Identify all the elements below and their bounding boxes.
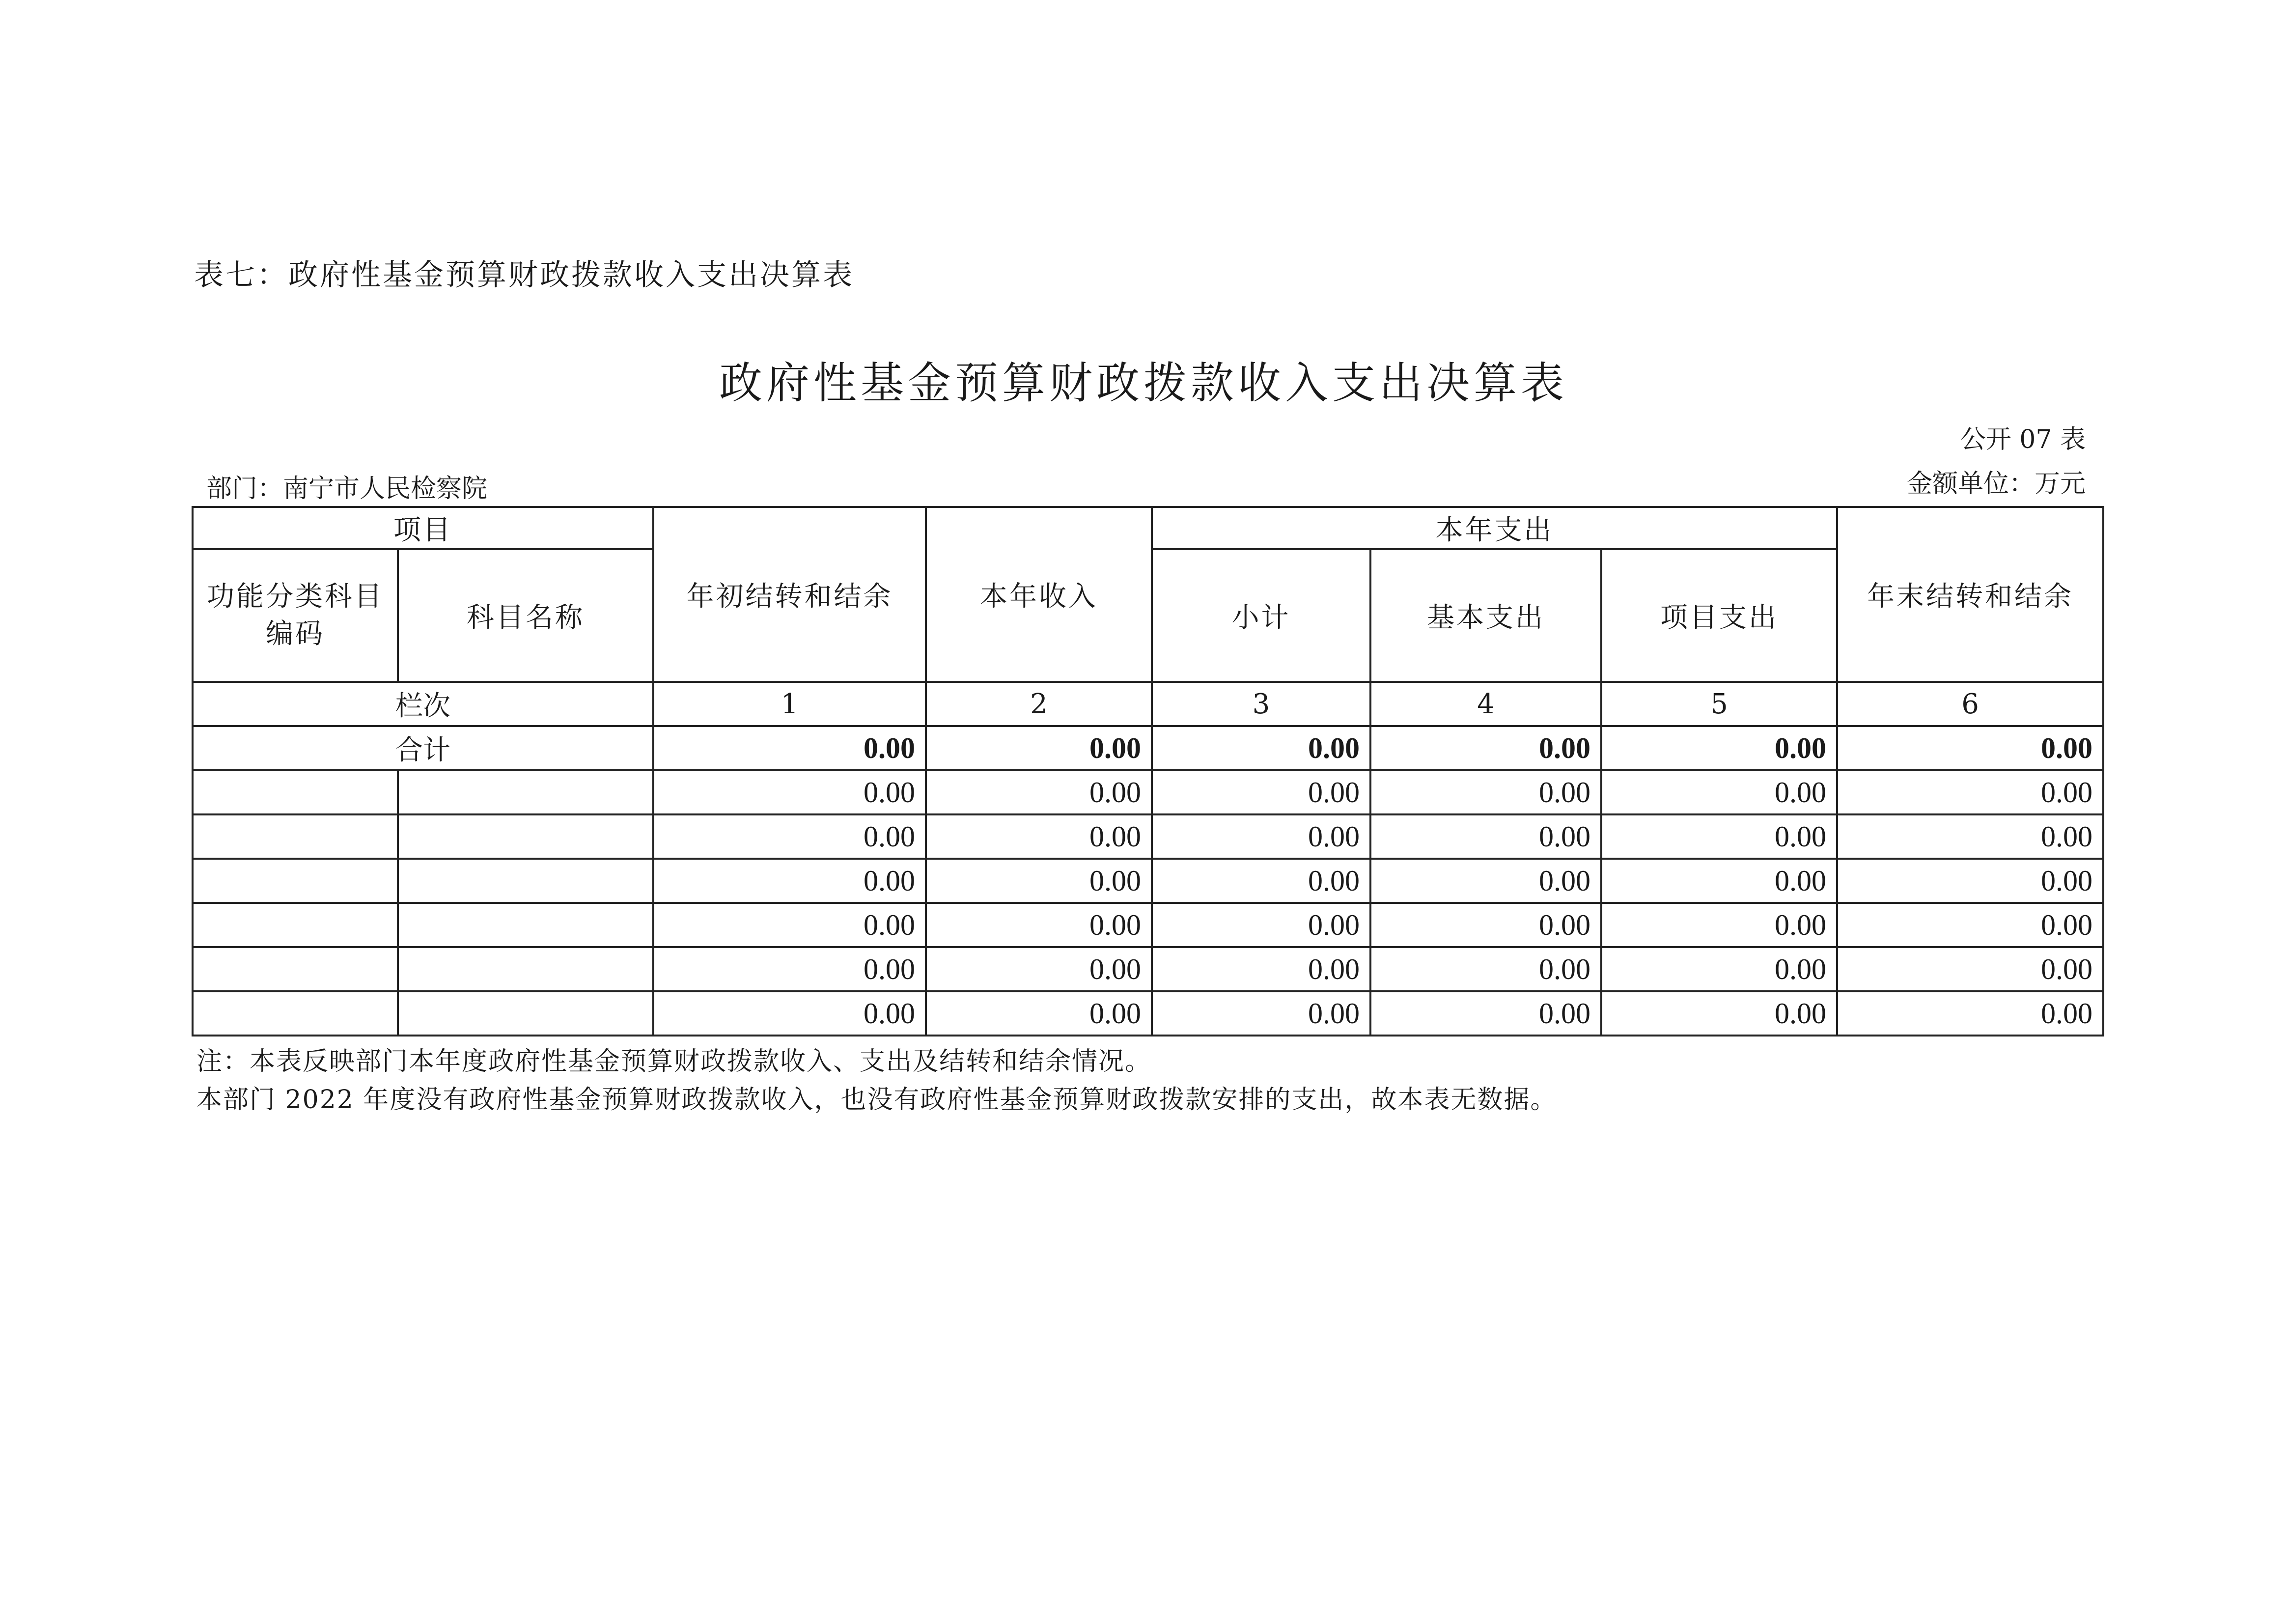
- subject-name-cell: [398, 770, 653, 814]
- form-code: 公开 07 表: [1960, 425, 2086, 454]
- header-subject-name: 科目名称: [398, 549, 653, 682]
- value-cell: 0.00: [926, 903, 1152, 947]
- value-cell: 0.00: [1601, 770, 1837, 814]
- value-cell: 0.00: [1601, 991, 1837, 1036]
- subject-name-cell: [398, 947, 653, 991]
- total-cell: 0.00: [1837, 726, 2103, 770]
- value-cell: 0.00: [926, 814, 1152, 859]
- func-code-cell: [193, 903, 398, 947]
- header-end-balance: 年末结转和结余: [1837, 507, 2103, 682]
- table-row: [193, 947, 2103, 991]
- total-cell: 0.00: [653, 726, 926, 770]
- value-cell: 0.00: [1601, 814, 1837, 859]
- total-cell: 0.00: [1370, 726, 1601, 770]
- value-cell: 0.00: [653, 903, 926, 947]
- header-project-expense: 项目支出: [1601, 549, 1837, 682]
- value-cell: 0.00: [653, 991, 926, 1036]
- header-func-code: 功能分类科目编码: [193, 549, 398, 682]
- table-row: [193, 770, 2103, 814]
- table-row: [193, 859, 2103, 903]
- column-row-label: 栏次: [193, 682, 653, 726]
- total-row-label: 合计: [193, 726, 653, 770]
- subject-name-cell: [398, 991, 653, 1036]
- subject-name-cell: [398, 903, 653, 947]
- value-cell: 0.00: [1370, 770, 1601, 814]
- value-cell: 0.00: [1152, 859, 1370, 903]
- func-code-cell: [193, 991, 398, 1036]
- value-cell: 0.00: [1601, 859, 1837, 903]
- total-row: [193, 726, 2103, 770]
- func-code-cell: [193, 814, 398, 859]
- value-cell: 0.00: [1837, 859, 2103, 903]
- value-cell: 0.00: [1601, 903, 1837, 947]
- value-cell: 0.00: [653, 947, 926, 991]
- value-cell: 0.00: [1152, 814, 1370, 859]
- document-title: 政府性基金预算财政拨款收入支出决算表: [719, 358, 1568, 408]
- table-row: [193, 991, 2103, 1036]
- value-cell: 0.00: [926, 859, 1152, 903]
- budget-table: [192, 506, 2104, 1036]
- value-cell: 0.00: [653, 770, 926, 814]
- value-cell: 0.00: [1837, 991, 2103, 1036]
- header-project: 项目: [193, 507, 653, 549]
- value-cell: 0.00: [1837, 814, 2103, 859]
- header-begin-balance: 年初结转和结余: [653, 507, 926, 682]
- value-cell: 0.00: [926, 991, 1152, 1036]
- total-cell: 0.00: [1152, 726, 1370, 770]
- value-cell: 0.00: [1370, 947, 1601, 991]
- value-cell: 0.00: [926, 770, 1152, 814]
- subject-name-cell: [398, 814, 653, 859]
- value-cell: 0.00: [1837, 770, 2103, 814]
- total-cell: 0.00: [926, 726, 1152, 770]
- column-number: 5: [1601, 682, 1837, 726]
- value-cell: 0.00: [1601, 947, 1837, 991]
- table-row: [193, 814, 2103, 859]
- column-number-row: [193, 682, 2103, 726]
- value-cell: 0.00: [1370, 991, 1601, 1036]
- value-cell: 0.00: [926, 947, 1152, 991]
- value-cell: 0.00: [1152, 947, 1370, 991]
- footnote: 本部门 2022 年度没有政府性基金预算财政拨款收入，也没有政府性基金预算财政拨款安排的支出，故本表无数据。: [196, 1085, 1557, 1115]
- total-cell: 0.00: [1601, 726, 1837, 770]
- header-row-1: [193, 507, 2103, 549]
- page-label: 表七：政府性基金预算财政拨款收入支出决算表: [194, 258, 854, 292]
- column-number: 6: [1837, 682, 2103, 726]
- func-code-cell: [193, 859, 398, 903]
- func-code-cell: [193, 947, 398, 991]
- header-subtotal: 小计: [1152, 549, 1370, 682]
- value-cell: 0.00: [1370, 903, 1601, 947]
- column-number: 3: [1152, 682, 1370, 726]
- value-cell: 0.00: [653, 859, 926, 903]
- value-cell: 0.00: [1152, 903, 1370, 947]
- column-number: 1: [653, 682, 926, 726]
- department-label: 部门：南宁市人民检察院: [206, 474, 488, 504]
- unit-label: 金额单位：万元: [1906, 469, 2086, 499]
- value-cell: 0.00: [653, 814, 926, 859]
- table-row: [193, 903, 2103, 947]
- value-cell: 0.00: [1370, 859, 1601, 903]
- header-basic-expense: 基本支出: [1370, 549, 1601, 682]
- value-cell: 0.00: [1152, 991, 1370, 1036]
- subject-name-cell: [398, 859, 653, 903]
- header-expense-group: 本年支出: [1152, 507, 1837, 549]
- func-code-cell: [193, 770, 398, 814]
- value-cell: 0.00: [1837, 947, 2103, 991]
- value-cell: 0.00: [1370, 814, 1601, 859]
- header-income: 本年收入: [926, 507, 1152, 682]
- column-number: 2: [926, 682, 1152, 726]
- footnote: 注：本表反映部门本年度政府性基金预算财政拨款收入、支出及结转和结余情况。: [196, 1047, 1152, 1076]
- column-number: 4: [1370, 682, 1601, 726]
- value-cell: 0.00: [1837, 903, 2103, 947]
- value-cell: 0.00: [1152, 770, 1370, 814]
